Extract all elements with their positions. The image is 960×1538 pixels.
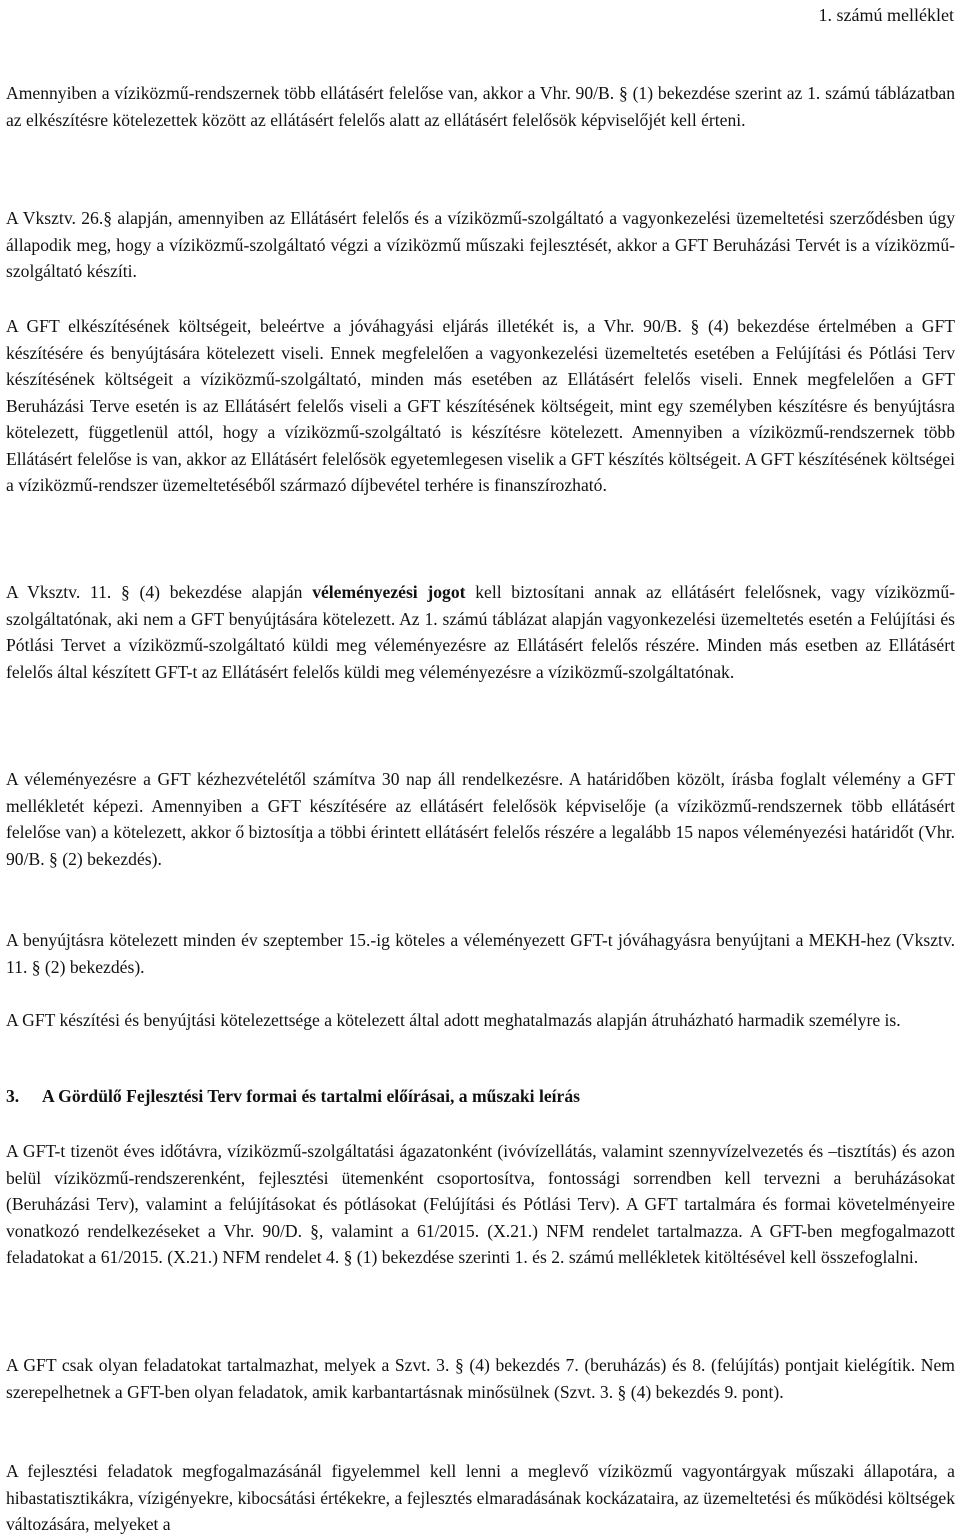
paragraph-responsible-representative: Amennyiben a víziközmű-rendszernek több ellátásért felelőse van, akkor a Vhr. 90/B. § (1) bekezdése szerint az 1. számú táblázatban az elkészítésre kötelezettek között az ellátásért felelős alatt az ellátásért felelősök képviselőjét kell érteni. [6,83,955,130]
paragraph-review-deadline: A véleményezésre a GFT kézhezvételétől számítva 30 nap áll rendelkezésre. A határidőben közölt, írásba foglalt vélemény a GFT mellékletét képezi. Amennyiben a GFT készítésére az ellátásért felelősök képviselője (a víziközmű-rendszernek több ellátásért felelőse van) a kötelezett, akkor ő biztosítja a többi érintett ellátásért felelős részére a legalább 15 napos véleményezési határidőt (Vhr. 90/B. § (2) bekezdés). [6,769,955,869]
paragraph-review-right [6,579,955,685]
paragraph-gft-scope: A GFT-t tizenöt éves időtávra, víziközmű-szolgáltatási ágazatonként (ivóvízellátás, valamint szennyvízelvezetés és –tisztítás) és azon belül víziközmű-rendszerenként, fejlesztési ütemenként csoportosítva, fontossági sorrendben kell tervezni a beruházásokat (Beruházási Terv), valamint a felújításokat és pótlásokat (Felújítási és Pótlási Terv). A GFT tartalmára és formai követelményeire vonatkozó rendelkezéseket a Vhr. 90/D. §, valamint a 61/2015. (X.21.) NFM rendelet tartalmazza. A GFT-ben megfogalmazott feladatokat a 61/2015. (X.21.) NFM rendelet 4. § (1) bekezdése szerinti 1. és 2. számú mellékletek kitöltésével kell összefoglalni. [6,1141,955,1267]
section-number: 3. [6,1086,20,1106]
section-heading [6,1083,955,1110]
review-right-emphasis: véleményezési jogot [312,582,466,602]
paragraph-cost-bearing: A GFT elkészítésének költségeit, beleértve a jóváhagyási eljárás illetékét is, a Vhr. 90/B. § (4) bekezdése értelmében a GFT készítésére és benyújtására kötelezett viseli. Ennek megfelelően a vagyonkezelési üzemeltetés esetében a Felújítási és Pótlási Terv készítésének költségeit a víziközmű-szolgáltató, minden más esetében az Ellátásért felelős viseli. Ennek megfelelően a GFT Beruházási Terve esetén is az Ellátásért felelős viseli a GFT készítésének költségeit, mint egy személyben készítésre és benyújtásra kötelezett, függetlenül attól, hogy a víziközmű-szolgáltató is készítésre kötelezett. Amennyiben a víziközmű-rendszernek több Ellátásért felelőse is van, akkor az Ellátásért felelősök egyetemlegesen viselik a GFT készítés költségeit. A GFT készítésének költségei a víziközmű-rendszer üzemeltetéséből származó díjbevétel terhére is finanszírozható. [6,316,955,495]
paragraph-allowed-tasks: A GFT csak olyan feladatokat tartalmazhat, melyek a Szvt. 3. § (4) bekezdés 7. (beruházás) és 8. (felújítás) pontjait kielégítik. Nem szerepelhetnek a GFT-ben olyan feladatok, amik karbantartásnak minősülnek (Szvt. 3. § (4) bekezdés 9. pont). [6,1355,955,1402]
paragraph-investment-plan-author: A Vksztv. 26.§ alapján, amennyiben az Ellátásért felelős és a víziközmű-szolgáltató a vagyonkezelési üzemeltetési szerződésben úgy állapodik meg, hogy a víziközmű-szolgáltató végzi a víziközmű műszaki fejlesztését, akkor a GFT Beruházási Tervét is a víziközmű-szolgáltató készíti. [6,208,955,281]
paragraph-submission-deadline: A benyújtásra kötelezett minden év szeptember 15.-ig köteles a véleményezett GFT-t jóváhagyásra benyújtani a MEKH-hez (Vksztv. 11. § (2) bekezdés). [6,930,955,977]
paragraph-delegation: A GFT készítési és benyújtási kötelezettsége a kötelezett által adott meghatalmazás alapján átruházható harmadik személyre is. [6,1010,901,1030]
review-right-text-start: A Vksztv. 11. § (4) bekezdése alapján [6,582,313,602]
review-right-text-end: kell biztosítani annak az ellátásért felelősnek, vagy víziközmű-szolgáltatónak, aki nem a GFT benyújtására kötelezett. Az 1. számú táblázat alapján vagyonkezelési üzemeltetés esetén a Felújítási és Pótlási Tervet a víziközmű-szolgáltató küldi meg véleményezésre az Ellátásért felelős részére. Minden más esetben az Ellátásért felelős által készített GFT-t az Ellátásért felelős küldi meg véleményezésre a víziközmű-szolgáltatónak. [6,582,955,682]
annex-label: 1. számú melléklet [818,5,954,25]
section-title: A Gördülő Fejlesztési Terv formai és tartalmi előírásai, a műszaki leírás [42,1086,580,1106]
paragraph-development-considerations: A fejlesztési feladatok megfogalmazásánál figyelemmel kell lenni a meglevő víziközmű vagyontárgyak műszaki állapotára, a hibastatisztikákra, vízigényekre, kibocsátási értékekre, a fejlesztés elmaradásának kockázataira, az üzemeltetési és működési költségek változására, melyeket a [6,1461,955,1534]
